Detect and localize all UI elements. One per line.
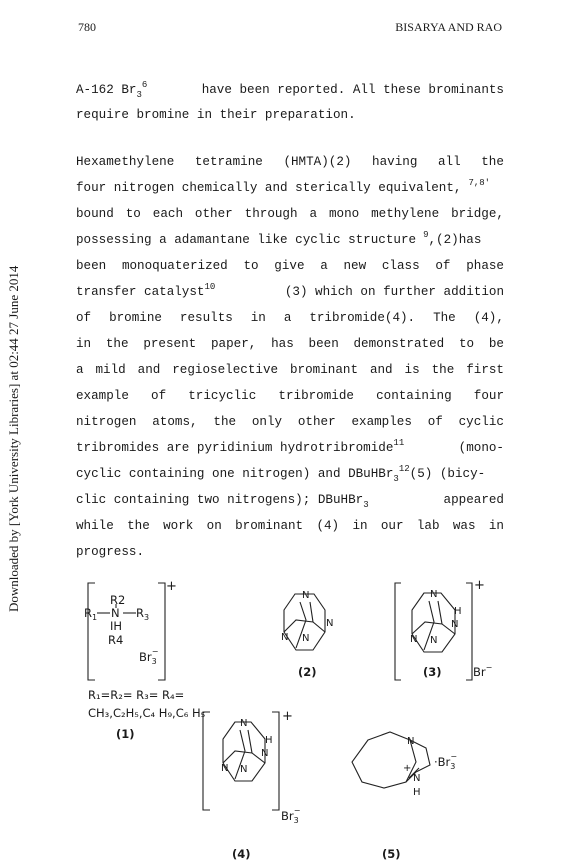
s3-charge: +: [474, 578, 485, 593]
s1-def-line1: R₁=R₂= R₃= R₄=: [88, 688, 185, 702]
text-line: a mild and regioselective brominant and is the first: [76, 363, 504, 377]
text-line: tribromides are pyridinium hydrotribromide$^{11}$ (mono-: [76, 438, 504, 455]
text-line: require bromine in their preparation.: [76, 108, 356, 122]
running-title: BISARYA AND RAO: [395, 20, 502, 34]
s4-n-left: N: [221, 763, 229, 774]
s4-br: $Br_3-$: [281, 806, 301, 825]
s2-n-bottom: N: [302, 633, 310, 644]
s3-n-left: N: [410, 634, 418, 645]
text-line: while the work on brominant (4) in our lab was in: [76, 519, 504, 533]
text-line: nitrogen atoms, the only other examples of cyclic: [76, 415, 504, 429]
s1-r2: R2: [110, 593, 126, 607]
s3-n-top: N: [430, 589, 438, 600]
s4-charge: +: [282, 709, 293, 724]
s2-n-top: N: [302, 590, 310, 601]
s5-charge: +: [403, 763, 412, 774]
s1-r4: R4: [108, 633, 124, 647]
s3-br: Br−: [473, 663, 493, 679]
s5-n-top: N: [407, 736, 415, 747]
s2-label: (2): [298, 665, 317, 679]
text-line: A-162 $Br_3^6$ have been reported. All these brominants: [76, 80, 504, 100]
download-watermark: Downloaded by [York University Libraries] at 02:44 27 June 2014: [6, 265, 21, 612]
s2-n-right: N: [326, 618, 334, 629]
s5-br: $\cdot Br_3-$: [434, 752, 458, 771]
s5-n-bottom: N: [413, 773, 421, 784]
s3-n-right: N: [451, 619, 459, 630]
text-line: Hexamethylene tetramine (HMTA)(2) having all the: [76, 155, 504, 169]
s5-label: (5): [382, 847, 401, 861]
s1-r1: $R_1$: [84, 606, 98, 622]
text-line: example of tricyclic tribromide containing four: [76, 389, 504, 403]
s1-n: N: [111, 606, 120, 620]
s3-n-bottom: N: [430, 635, 438, 646]
s3-h: H: [454, 606, 462, 617]
text-line: transfer catalyst$^{10}$ (3) which on further addition: [76, 282, 504, 299]
s1-r3: $R_3$: [136, 606, 150, 622]
s4-n-top: N: [240, 718, 248, 729]
text-line: clic containing two nitrogens); DBuHBr$_3$ appeared: [76, 493, 504, 510]
text-line: progress.: [76, 545, 145, 559]
text-line: bound to each other through a mono methylene bridge,: [76, 207, 504, 221]
s5-h: H: [413, 787, 421, 798]
s1-label: (1): [116, 727, 135, 741]
s3-label: (3): [423, 665, 442, 679]
s4-h: H: [265, 735, 273, 746]
s1-br: $Br_3-$: [139, 647, 159, 666]
text-line: four nitrogen chemically and sterically equivalent, $^{7,8'}$: [76, 178, 491, 195]
text-line: of bromine results in a tribromide(4). The (4),: [76, 311, 504, 325]
s4-label: (4): [232, 847, 251, 861]
chemical-structures-figure: [0, 570, 580, 865]
text-line: in the present paper, has been demonstrated to be: [76, 337, 504, 351]
s2-n-left: N: [281, 632, 289, 643]
text-line: been monoquaterized to give a new class of phase: [76, 259, 504, 273]
text-line: cyclic containing one nitrogen) and DBuHBr$_3^{12}$(5) (bicy-: [76, 464, 486, 484]
s1-def-line2: CH₃,C₂H₅,C₄ H₉,C₆ H₅: [88, 706, 206, 720]
s1-h: IH: [110, 619, 123, 633]
s4-n-bottom: N: [240, 764, 248, 775]
s4-n-right: N: [261, 748, 269, 759]
s1-charge: +: [166, 579, 177, 594]
page-number: 780: [78, 20, 96, 34]
text-line: possessing a adamantane like cyclic structure $^9$,(2)has: [76, 230, 482, 247]
